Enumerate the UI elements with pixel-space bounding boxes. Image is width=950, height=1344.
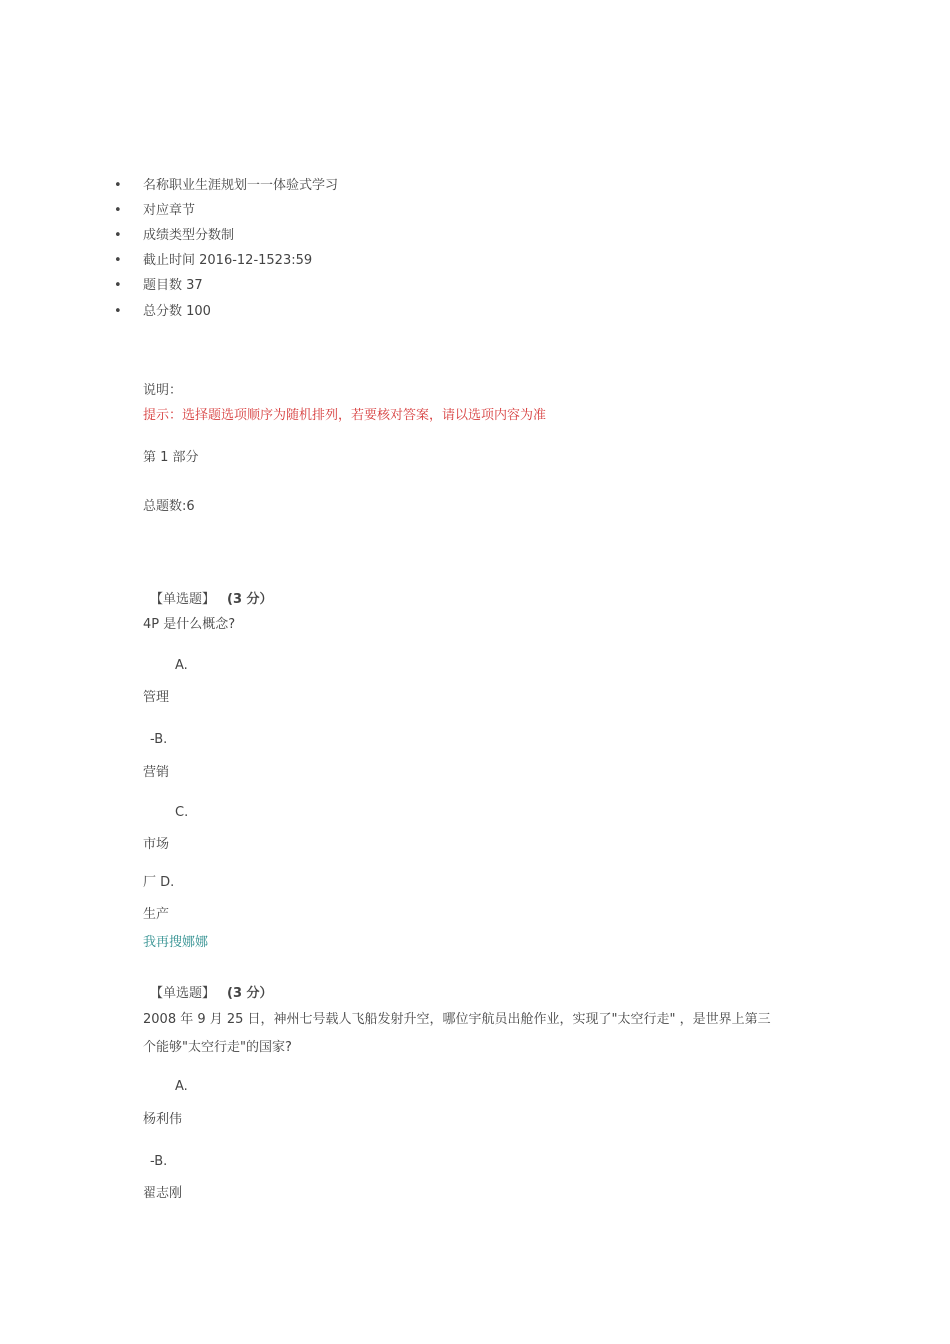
option-a-text: 管理: [143, 690, 170, 705]
question-text-line-1: 2008 年 9 月 25 日，神州七号载人飞船发射升空，哪位宇航员出舱作业，实现了"太空行走" ，是世界上第三: [143, 1012, 771, 1027]
question-type-label: 【单选题】: [150, 592, 216, 607]
option-c-text: 市场: [143, 837, 170, 852]
option-d-text: 生产: [143, 907, 170, 922]
list-bullet: •: [114, 278, 122, 293]
info-item-total-score: 总分数 100: [143, 304, 211, 319]
list-bullet: •: [114, 253, 122, 268]
info-item-chapter: 对应章节: [143, 203, 196, 218]
info-item-deadline: 截止时间 2016-12-1523:59: [143, 253, 313, 268]
option-c-marker[interactable]: C.: [175, 805, 189, 820]
question-type-label: 【单选题】: [150, 986, 216, 1001]
question-score-label: (3 分）: [227, 592, 273, 607]
option-b-text: 翟志刚: [143, 1186, 183, 1201]
option-d-marker[interactable]: 厂 D.: [143, 875, 175, 890]
question-text: 4P 是什么概念?: [143, 617, 236, 632]
list-bullet: •: [114, 228, 122, 243]
search-link[interactable]: 我再搜娜娜: [143, 935, 209, 950]
list-bullet: •: [114, 178, 122, 193]
question-score-label: (3 分）: [227, 986, 273, 1001]
option-b-marker[interactable]: -B.: [150, 1154, 168, 1169]
section-total: 总题数:6: [143, 499, 195, 514]
option-b-marker[interactable]: -B.: [150, 732, 168, 747]
info-item-grade-type: 成绩类型分数制: [143, 228, 235, 243]
option-a-marker[interactable]: A.: [175, 1079, 188, 1094]
instructions-label: 说明：: [143, 383, 183, 398]
list-bullet: •: [114, 203, 122, 218]
section-title: 第 1 部分: [143, 450, 199, 465]
info-item-name: 名称职业生涯规划一一体验式学习: [143, 178, 339, 193]
info-item-question-count: 题目数 37: [143, 278, 203, 293]
option-a-text: 杨利伟: [143, 1112, 183, 1127]
instructions-hint: 提示：选择题选项顺序为随机排列，若要核对答案，请以选项内容为准: [143, 408, 547, 423]
option-a-marker[interactable]: A.: [175, 658, 188, 673]
option-b-text: 营销: [143, 765, 170, 780]
list-bullet: •: [114, 304, 122, 319]
question-text-line-2: 个能够"太空行走"的国家?: [143, 1040, 292, 1055]
